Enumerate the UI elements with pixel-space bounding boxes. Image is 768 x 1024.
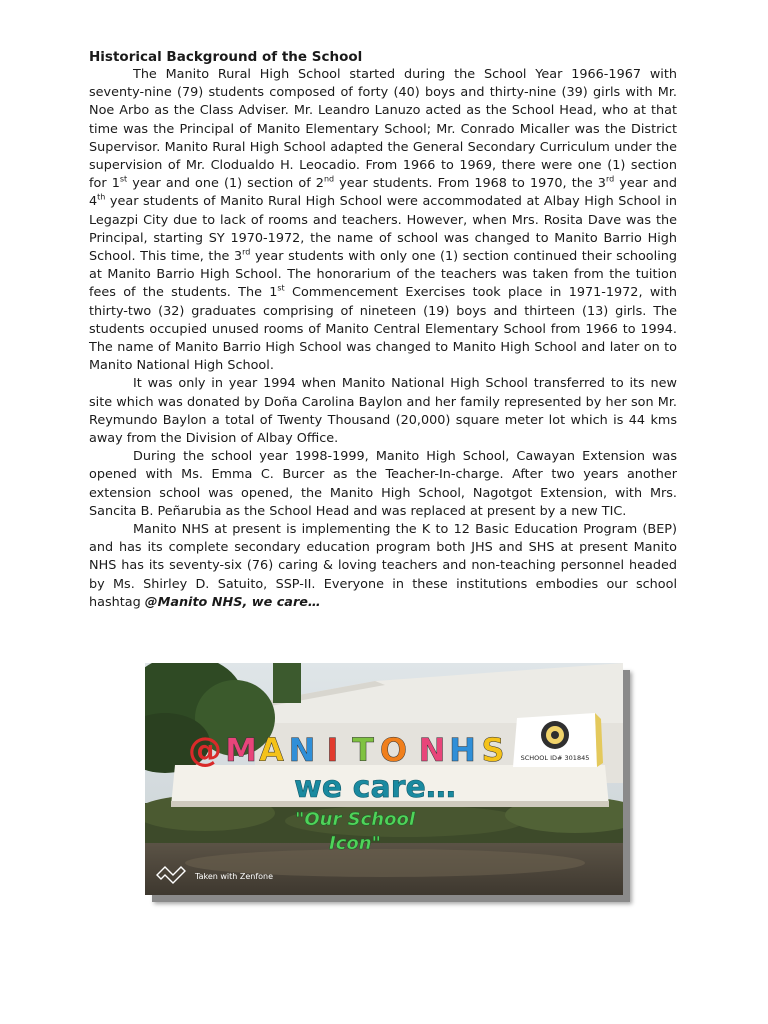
sign-letter-h: H bbox=[449, 731, 476, 769]
sign-letter-o: O bbox=[379, 731, 408, 769]
school-icon-photo bbox=[145, 663, 623, 895]
photo-caption-line1: "Our School bbox=[295, 809, 415, 830]
sign-letter-t: T bbox=[352, 731, 374, 769]
sign-at-symbol: @ bbox=[188, 730, 222, 770]
paragraph-history: The Manito Rural High School started during the School Year 1966-1967 with seventy-nine (79) students composed of forty (40) boys and thirty-nine (39) girls with Mr. Noe Arbo as the Class Adviser. Mr. Leandro Lanuzo acted as the School Head, who at that time was the Principal of Manito Elementary School; Mr. Conrado Micaller was the District Supervisor. Manito Rural High School adapted the General Secondary Curriculum under the supervision of Mr. Clodualdo H. Leocadio. From 1966 to 1969, there were one (1) section for 1st year and one (1) section of 2nd year students. From 1968 to 1970, the 3rd year and 4th year students of Manito Rural High School were accommodated at Albay High School in Legazpi City due to lack of rooms and teachers. However, when Mrs. Rosita Dave was the Principal, starting SY 1970-1972, the name of school was changed to Manito Barrio High School. This time, the 3rd year students with only one (1) section continued their schooling at Manito Barrio High School. The honorarium of the teachers was taken from the tuition fees of the students. The 1st Commencement Exercises took place in 1971-1972, with thirty-two (32) graduates comprising of nineteen (19) boys and thirteen (13) girls. The students occupied unused rooms of Manito Central Elementary School from 1966 to 1994. The name of Manito Barrio High School was changed to Manito High School and later on to Manito National High School. bbox=[89, 67, 677, 374]
sign-letter-n: N bbox=[418, 731, 446, 769]
sign-letter-m: M bbox=[225, 731, 257, 769]
paragraph-present: Manito NHS at present is implementing the K to 12 Basic Education Program (BEP) and has its complete secondary education program both JHS and SHS at present Manito NHS has its seventy-six (76) caring & loving teachers and non-teaching personnel headed by Ms. Shirley D. Satuito, SSP-II. Everyone in these institutions embodies our school hashtag @Manito NHS, we care… bbox=[89, 522, 677, 610]
sign-we-care: we care… bbox=[294, 770, 456, 805]
school-id-label: SCHOOL ID# 301845 bbox=[520, 754, 590, 762]
document-body bbox=[89, 48, 677, 612]
photo-watermark: Taken with Zenfone bbox=[195, 872, 274, 881]
sign-letter-a: A bbox=[259, 731, 284, 769]
photo-caption-line2: Icon" bbox=[329, 833, 381, 854]
school-hashtag: @Manito NHS, we care… bbox=[144, 594, 321, 610]
paragraph-extensions: During the school year 1998-1999, Manito High School, Cawayan Extension was opened with Ms. Emma C. Burcer as the Teacher-In-charge. After two years another extension school was opened, the Manito High School, Nagotgot Extension, with Mrs. Sancita B. Peñarubia as the School Head and was replaced at present by a new TIC. bbox=[89, 449, 677, 519]
sign-letter-i: I bbox=[326, 731, 339, 769]
sign-letter-n: N bbox=[288, 731, 316, 769]
sign-letter-s: S bbox=[481, 731, 505, 769]
paragraph-new-site: It was only in year 1994 when Manito National High School transferred to its new site which was donated by Doña Carolina Baylon and her family represented by her son Mr. Reymundo Baylon a total of Twenty Thousand (20,000) square meter lot which is 44 kms away from the Division of Albay Office. bbox=[89, 376, 677, 447]
section-heading: Historical Background of the School bbox=[89, 49, 363, 65]
